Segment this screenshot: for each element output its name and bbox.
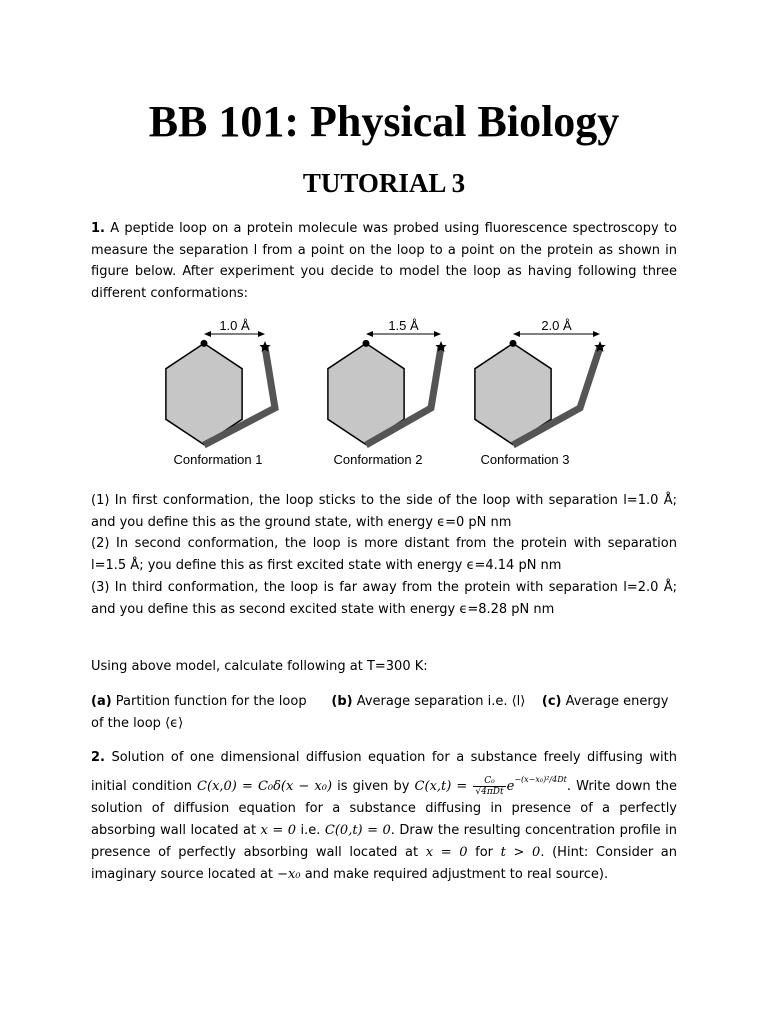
conformations-diagram [150,312,620,477]
protein-point-2 [363,340,370,347]
part-b-label: (b) [331,694,353,709]
arrowhead-left-3 [513,331,520,337]
q1-intro [91,218,677,304]
eq-exp-base: e [506,779,515,794]
eq-initial: C(x,0) = C₀δ(x − x₀) [197,779,333,794]
eq-exp-power: −(x−x₀)²/4Dt [514,775,567,784]
eq-frac-num: C₀ [473,776,505,787]
conformation-label-3: Conformation 3 [480,452,570,467]
eq-t: t > 0 [500,845,541,860]
part-c-text: Average energy of the loop ⟨ϵ⟩ [91,694,669,731]
q1-statement-1: (1) In first conformation, the loop sticks to the side of the loop with separation l=1.0 Å; and you define this as the ground state, with energy ϵ=0 pN nm [91,493,677,530]
q1-number: 1. [91,221,105,236]
conformation-label-1: Conformation 1 [173,452,263,467]
q1-intro-text: A peptide loop on a protein molecule was probed using fluorescence spectroscopy to measure the separation l from a point on the loop to a point on the protein as shown in figure below. After experiment you decide to model the loop as having following three different conformations: [91,221,677,301]
arrowhead-right-3 [593,331,600,337]
q1-task: Using above model, calculate following at T=300 K: [91,659,428,674]
eq-wall-2: x = 0 [425,845,468,860]
q2-text-7: . (Hint: Consider an imaginary source located at [91,845,678,882]
conformation-label-2: Conformation 2 [333,452,423,467]
q1-statement-3: (3) In third conformation, the loop is far away from the protein with separation l=2.0 Å; and you define this as second excited state with energy ϵ=8.28 pN nm [91,580,677,617]
arrowhead-left-1 [204,331,211,337]
conformations-figure [150,312,620,477]
arrowhead-right-1 [258,331,265,337]
part-a-text: Partition function for the loop [111,694,307,709]
q2-text-8: and make required adjustment to real source). [300,867,609,882]
part-a-label: (a) [91,694,112,709]
q2-text [91,747,677,886]
eq-bc: C(0,t) = 0 [324,823,391,838]
arrowhead-right-2 [434,331,441,337]
document-title: BB 101: Physical Biology [148,97,620,146]
arrowhead-left-2 [366,331,373,337]
eq-frac-den: √4πDt [475,787,504,797]
eq-image: −x₀ [277,867,301,882]
part-b [331,694,525,709]
eq-lhs: C(x,t) = [414,779,468,794]
q2-text-5: . Draw the resulting concentration profile in presence of perfectly absorbing wall located at [91,823,677,860]
q1-parts [91,691,677,734]
eq-wall: x = 0 [260,823,297,838]
separation-label-2: 1.5 Å [388,318,419,333]
q2-number: 2. [91,750,105,765]
part-b-text: Average separation i.e. ⟨l⟩ [352,694,526,709]
protein-point-3 [510,340,517,347]
q2-text-2: is given by [332,779,415,794]
q2-text-3: . Write down the solution of diffusion equation for a substance diffusing in presence of a perfectly absorbing wall located at [91,779,677,838]
part-a [91,694,307,709]
separation-label-3: 2.0 Å [541,318,572,333]
document-subtitle: TUTORIAL 3 [302,168,466,198]
q2-text-4: i.e. [296,823,325,838]
q2-text-6: for [467,845,501,860]
part-c-label: (c) [541,694,562,709]
protein-point-1 [201,340,208,347]
eq-fraction [473,776,505,797]
q1-statement-2: (2) In second conformation, the loop is more distant from the protein with separation l=1.5 Å; you define this as first excited state with energy ϵ=4.14 pN nm [91,536,677,573]
separation-label-1: 1.0 Å [219,318,250,333]
q2-text-1: Solution of one dimensional diffusion equation for a substance freely diffusing with initial condition [91,750,677,794]
